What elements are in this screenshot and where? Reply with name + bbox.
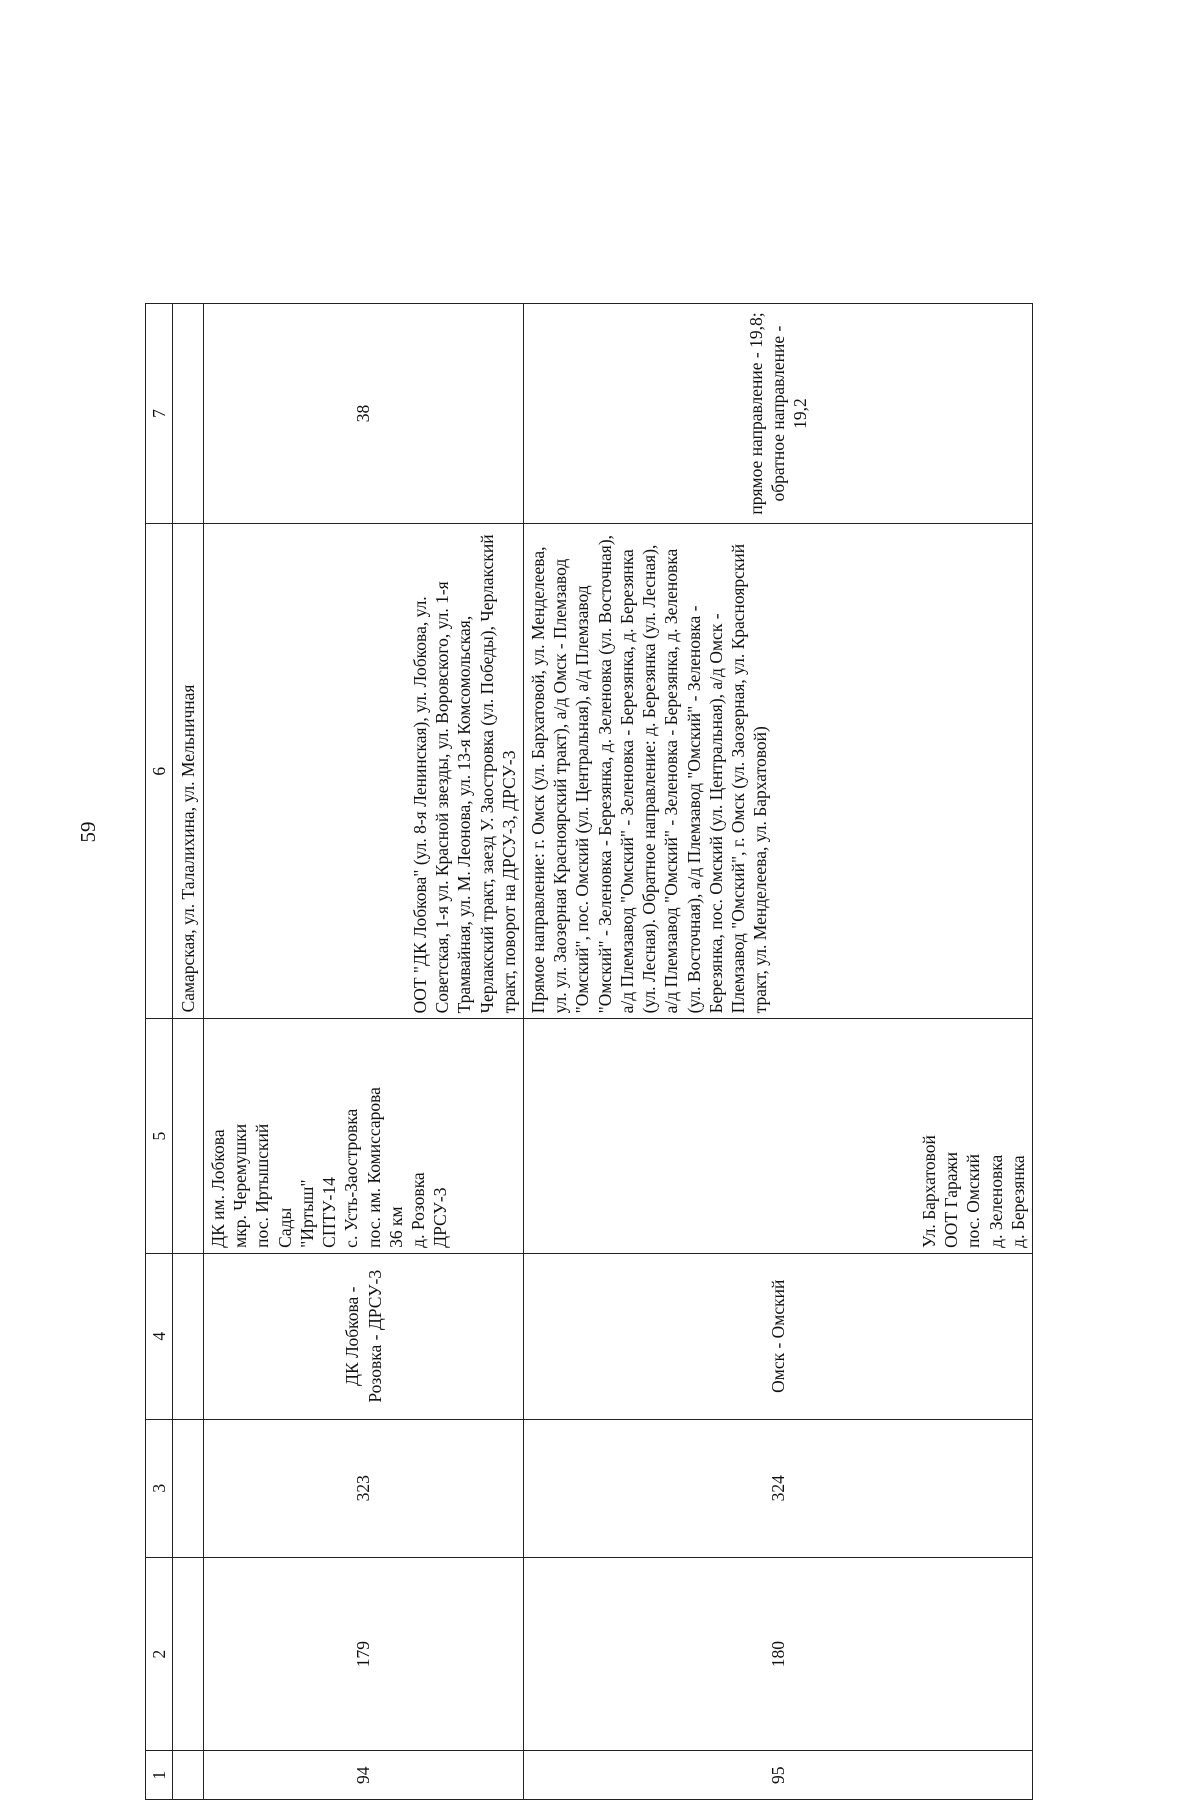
stop-name: с. Усть-Заостровка [341,1108,362,1248]
stops-list [207,1024,451,1247]
column-number: 5 [146,1019,173,1253]
stop-name: Ул. Бархатовой [918,1135,939,1248]
stop-name: пос. им. Комиссарова [363,1087,384,1248]
stop-name: д. Березянка [1007,1155,1028,1248]
stop-name: СПТУ-14 [319,1177,340,1248]
stop-name: Сады [274,1207,295,1248]
table-row [524,304,1033,1800]
table-cell [173,1253,204,1419]
column-number: 2 [146,1557,173,1750]
stop-name: пос. Иртышский [252,1123,273,1248]
page-number: 59 [76,821,100,843]
column-number-row [146,304,173,1800]
column-number: 4 [146,1253,173,1419]
table-cell [173,304,204,524]
route-registration-number-cell: 180 [524,1557,1033,1750]
route-stops-cell [524,1019,1033,1253]
table-cell [173,1557,204,1750]
column-number: 6 [146,524,173,1019]
row-index-cell: 95 [524,1751,1033,1800]
route-registration-number-cell: 179 [204,1557,524,1750]
route-path-cell: ООТ "ДК Лобкова" (ул. 8-я Ленинская), ул. Лобкова, ул. Советская, 1-я ул. Красной звезды, ул. Воровского, ул. 1-я Трамвайная, ул. М. Леонова, ул. 13-я Комсомольская, Черлакский тракт, заезд У. Заостровка (ул. Победы), Черлакский тракт, поворот на ДРСУ-3, ДРСУ-3 [204,524,524,1019]
rotated-page-content [145,100,1055,1800]
route-path-cell: Прямое направление: г. Омск (ул. Бархатовой, ул. Менделеева, ул. ул. Заозерная Красноярский тракт), а/д Омск - Племзавод "Омский", пос. Омский (ул. Центральная), а/д Племзавод "Омский" - Зеленовка - Березянка, д. Зеленовка (ул. Восточная), а/д Племзавод "Омский" - Зеленовка - Березянка, д. Березянка (ул. Лесная). Обратное направление: д. Березянка (ул. Лесная), а/д Племзавод "Омский" - Зеленовка - Березянка, д. Зеленовка (ул. Восточная), а/д Племзавод "Омский" - Зеленовка - Березянка, пос. Омский (ул. Центральная), а/д Омск - Племзавод "Омский", г. Омск (ул. Заозерная, ул. Красноярский тракт, ул. Менделеева, ул. Бархатовой) [524,524,1033,1019]
stop-name: мкр. Черемушки [230,1123,251,1248]
table-row [204,304,524,1800]
route-stops-cell [204,1019,524,1253]
stop-name: 36 км [385,1206,406,1248]
table-cell [173,1751,204,1800]
stop-name: ДК им. Лобкова [208,1129,228,1248]
table-cell [173,1019,204,1253]
stop-name: д. Розовка [407,1172,428,1248]
stop-name: пос. Омский [963,1154,984,1248]
route-name-cell: Омск - Омский [524,1253,1033,1419]
column-number: 7 [146,304,173,524]
route-registry-table [145,303,1033,1800]
stop-name: ДРСУ-3 [430,1187,451,1248]
column-number: 1 [146,1751,173,1800]
stop-name: д. Зеленовка [985,1154,1006,1248]
continuation-row [173,304,204,1800]
column-number: 3 [146,1419,173,1557]
row-index-cell: 94 [204,1751,524,1800]
stop-name: "Иртыш" [296,1179,317,1248]
route-name-cell: ДК Лобкова - Розовка - ДРСУ-3 [204,1253,524,1419]
path-continuation-cell: Самарская, ул. Талалихина, ул. Мельничная [173,524,204,1019]
table-cell [173,1419,204,1557]
route-number-cell: 324 [524,1419,1033,1557]
route-length-cell: прямое направление - 19,8; обратное направление - 19,2 [524,304,1033,524]
stop-name: ООТ Гаражи [941,1152,962,1248]
stops-list [918,1024,1029,1247]
route-number-cell: 323 [204,1419,524,1557]
route-length-cell: 38 [204,304,524,524]
